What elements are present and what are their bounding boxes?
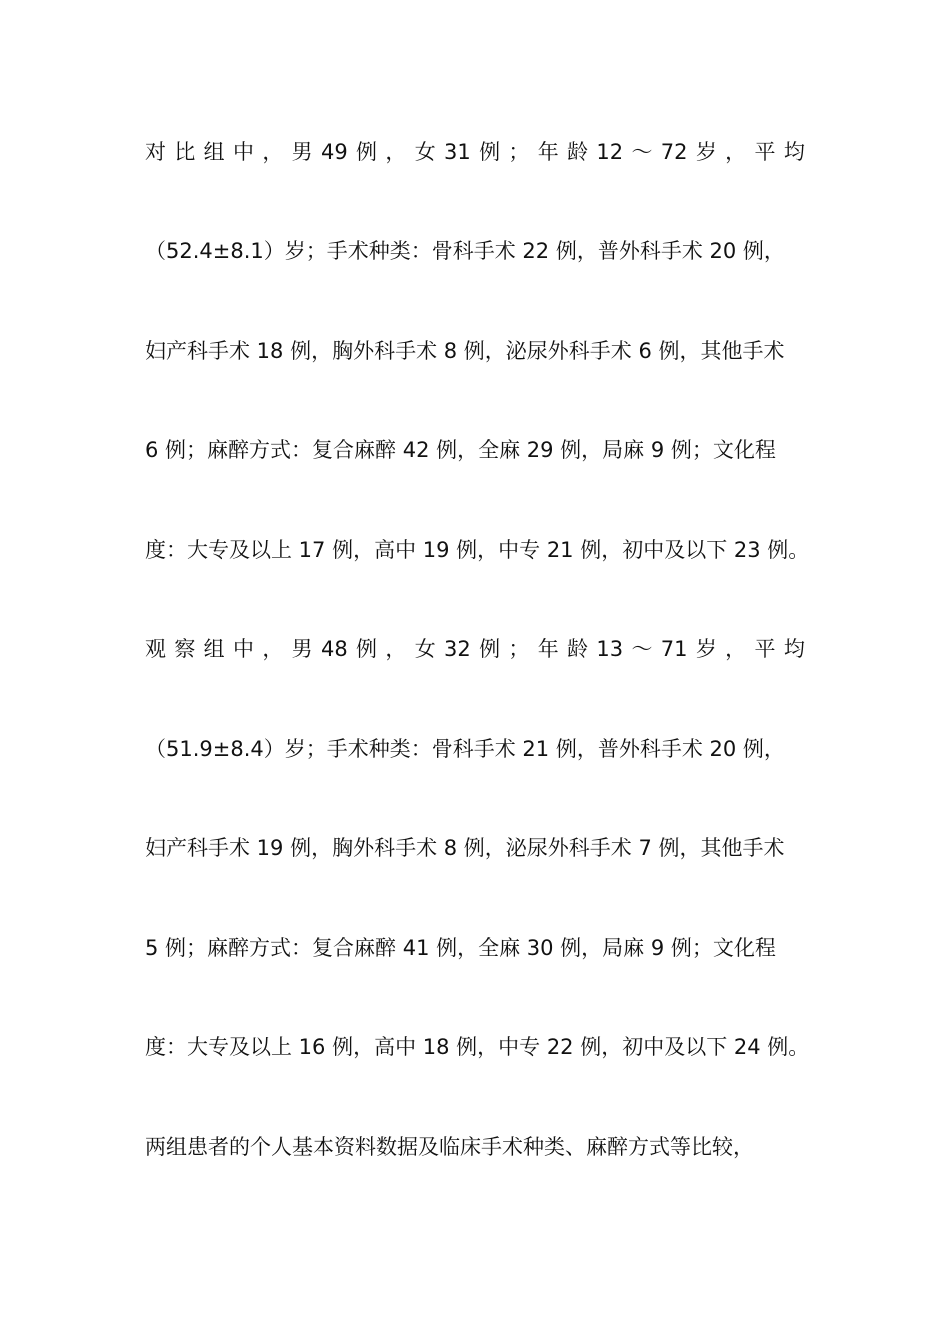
text-line-3: 妇产科手术 18 例，胸外科手术 8 例，泌尿外科手术 6 例，其他手术 bbox=[145, 339, 785, 363]
text-line-6 bbox=[145, 634, 805, 664]
text-token: 对 bbox=[145, 140, 166, 164]
text-token: 组 bbox=[203, 637, 225, 661]
text-token: 31 bbox=[444, 140, 471, 164]
text-token: 龄 bbox=[567, 140, 589, 164]
text-token: 龄 bbox=[567, 637, 589, 661]
text-token: 年 bbox=[537, 140, 559, 164]
text-token: 平 bbox=[754, 637, 776, 661]
text-token: 71 bbox=[660, 637, 688, 661]
text-line-7: （51.9±8.4）岁；手术种类：骨科手术 21 例，普外科手术 20 例， bbox=[145, 737, 785, 761]
text-token: 察 bbox=[174, 637, 196, 661]
text-line-8: 妇产科手术 19 例，胸外科手术 8 例，泌尿外科手术 7 例，其他手术 bbox=[145, 836, 785, 860]
text-token: 观 bbox=[145, 637, 166, 661]
text-token: 例 bbox=[479, 637, 501, 661]
text-token: ～ bbox=[631, 637, 653, 661]
text-token: 女 bbox=[414, 637, 436, 661]
text-token: ～ bbox=[631, 140, 653, 164]
text-token: 32 bbox=[444, 637, 471, 661]
text-token: ， bbox=[385, 140, 407, 164]
text-token: 例 bbox=[479, 140, 501, 164]
text-token: 组 bbox=[203, 140, 225, 164]
text-token: 72 bbox=[660, 140, 688, 164]
text-token: 中 bbox=[232, 637, 254, 661]
text-token: ， bbox=[725, 140, 747, 164]
text-token: 男 bbox=[291, 140, 313, 164]
text-token: ； bbox=[508, 140, 530, 164]
text-token: 48 bbox=[320, 637, 348, 661]
text-token: 岁 bbox=[695, 140, 717, 164]
text-token: 均 bbox=[783, 140, 805, 164]
text-token: ， bbox=[385, 637, 407, 661]
text-token: 12 bbox=[596, 140, 624, 164]
text-line-10: 度：大专及以上 16 例，高中 18 例，中专 22 例，初中及以下 24 例。 bbox=[145, 1035, 810, 1059]
text-token: 49 bbox=[320, 140, 348, 164]
text-line-2: （52.4±8.1）岁；手术种类：骨科手术 22 例，普外科手术 20 例， bbox=[145, 239, 785, 263]
text-token: 岁 bbox=[695, 637, 717, 661]
text-token: ， bbox=[725, 637, 747, 661]
text-token: 年 bbox=[537, 637, 559, 661]
text-token: ， bbox=[262, 140, 284, 164]
text-line-9: 5 例；麻醉方式：复合麻醉 41 例，全麻 30 例，局麻 9 例；文化程 bbox=[145, 936, 776, 960]
text-line-1 bbox=[145, 137, 805, 167]
text-token: 比 bbox=[174, 140, 196, 164]
text-token: 例 bbox=[356, 637, 378, 661]
text-token: 平 bbox=[754, 140, 776, 164]
text-token: 男 bbox=[291, 637, 313, 661]
text-token: ； bbox=[508, 637, 530, 661]
text-token: ， bbox=[262, 637, 284, 661]
text-token: 女 bbox=[414, 140, 436, 164]
text-token: 13 bbox=[596, 637, 624, 661]
text-token: 均 bbox=[783, 637, 805, 661]
text-token: 例 bbox=[356, 140, 378, 164]
text-line-11: 两组患者的个人基本资料数据及临床手术种类、麻醉方式等比较， bbox=[145, 1135, 754, 1159]
text-line-5: 度：大专及以上 17 例，高中 19 例，中专 21 例，初中及以下 23 例。 bbox=[145, 538, 810, 562]
text-token: 中 bbox=[232, 140, 254, 164]
text-line-4: 6 例；麻醉方式：复合麻醉 42 例，全麻 29 例，局麻 9 例；文化程 bbox=[145, 438, 776, 462]
